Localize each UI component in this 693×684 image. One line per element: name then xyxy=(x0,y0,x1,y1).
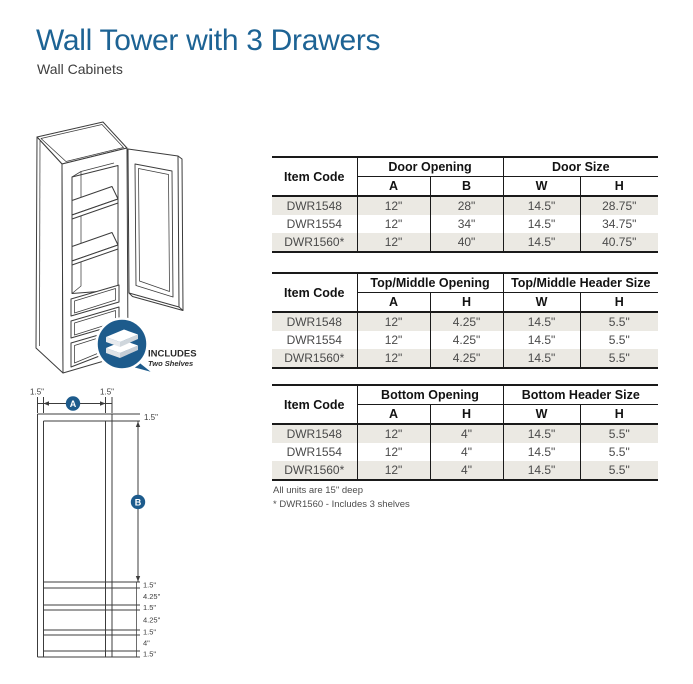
column-header-item-code: Item Code xyxy=(272,273,357,312)
spec-table-door xyxy=(272,156,658,253)
cell: 14.5" xyxy=(503,233,580,252)
cell: 4.25" xyxy=(430,312,503,331)
cell: 4.25" xyxy=(430,349,503,368)
table-row xyxy=(272,215,658,233)
table-row xyxy=(272,443,658,461)
cell: 12" xyxy=(384,351,403,365)
page-subtitle: Wall Cabinets xyxy=(37,61,123,77)
cabinet-open-door xyxy=(128,149,183,311)
cabinet-illustration xyxy=(25,120,245,382)
cell: 14.5" xyxy=(503,461,580,480)
cell: 12" xyxy=(384,427,403,441)
column-header: B xyxy=(430,177,503,197)
cell: 4" xyxy=(430,443,503,461)
cell: 5.5" xyxy=(580,424,658,443)
cell: 5.5" xyxy=(580,331,658,349)
dim-label: 4.25" xyxy=(143,592,161,601)
cell-item-code: DWR1560* xyxy=(272,233,357,252)
column-header: A xyxy=(357,405,430,425)
table-row xyxy=(272,233,658,252)
cell-item-code: DWR1548 xyxy=(272,312,357,331)
cell: 14.5" xyxy=(503,312,580,331)
cell: 12" xyxy=(384,445,403,459)
column-header-item-code: Item Code xyxy=(272,157,357,196)
group-header-opening: Bottom Opening xyxy=(357,385,503,405)
column-header: W xyxy=(503,293,580,313)
cell: 12" xyxy=(384,315,403,329)
cell: 5.5" xyxy=(580,461,658,480)
cell: 34" xyxy=(430,215,503,233)
column-header: H xyxy=(580,405,658,425)
cell: 12" xyxy=(384,217,403,231)
dim-label: 4.25" xyxy=(143,615,161,625)
cell-item-code: DWR1554 xyxy=(272,443,357,461)
column-header: W xyxy=(503,405,580,425)
cell-item-code: DWR1560* xyxy=(272,461,357,480)
cell-item-code: DWR1548 xyxy=(272,424,357,443)
column-header: H xyxy=(430,293,503,313)
footnote-shelves: * DWR1560 - Includes 3 shelves xyxy=(273,499,410,510)
cell: 4.25" xyxy=(430,331,503,349)
column-header: H xyxy=(430,405,503,425)
group-header-opening: Door Opening xyxy=(357,157,503,177)
group-header-size: Bottom Header Size xyxy=(503,385,658,405)
cell: 14.5" xyxy=(503,443,580,461)
table-row xyxy=(272,331,658,349)
cell: 34.75" xyxy=(580,215,658,233)
cell: 14.5" xyxy=(503,331,580,349)
footnote-units-deep: All units are 15" deep xyxy=(273,485,363,496)
group-header-opening: Top/Middle Opening xyxy=(357,273,503,293)
cell-item-code: DWR1554 xyxy=(272,215,357,233)
dim-label: 4" xyxy=(143,638,150,648)
cell: 40.75" xyxy=(580,233,658,252)
column-header: H xyxy=(580,293,658,313)
cell: 5.5" xyxy=(580,443,658,461)
cell-item-code: DWR1560* xyxy=(272,349,357,368)
cell: 14.5" xyxy=(503,349,580,368)
cell: 12" xyxy=(384,199,403,213)
cell: 14.5" xyxy=(503,196,580,215)
table-row xyxy=(272,196,658,215)
marker-b: B xyxy=(134,497,142,508)
cell: 4" xyxy=(430,461,503,480)
column-header: A xyxy=(357,293,430,313)
group-header-size: Door Size xyxy=(503,157,658,177)
page-title: Wall Tower with 3 Drawers xyxy=(36,24,381,57)
cell: 12" xyxy=(384,333,403,347)
column-header: A xyxy=(357,177,430,197)
spec-table-bottom xyxy=(272,384,658,481)
cell: 40" xyxy=(430,233,503,252)
cell: 4" xyxy=(430,424,503,443)
dim-label: 1.5" xyxy=(143,580,157,590)
dim-label: 1.5" xyxy=(143,627,157,637)
group-header-size: Top/Middle Header Size xyxy=(503,273,658,293)
dim-label-top-right: 1.5" xyxy=(100,387,114,397)
cell: 12" xyxy=(384,235,403,249)
dim-label: 1.5" xyxy=(143,603,157,612)
dimension-diagram xyxy=(25,385,175,670)
cell: 14.5" xyxy=(503,424,580,443)
table-row xyxy=(272,312,658,331)
column-header: H xyxy=(580,177,658,197)
dim-label: 1.5" xyxy=(143,649,157,659)
table-row xyxy=(272,349,658,368)
column-header-item-code: Item Code xyxy=(272,385,357,424)
cell: 5.5" xyxy=(580,349,658,368)
table-row xyxy=(272,461,658,480)
column-header: W xyxy=(503,177,580,197)
cell-item-code: DWR1554 xyxy=(272,331,357,349)
spec-table-top-middle xyxy=(272,272,658,369)
includes-sublabel: Two Shelves xyxy=(148,359,194,368)
cell: 28.75" xyxy=(580,196,658,215)
dim-label-top-rail: 1.5" xyxy=(144,413,158,422)
dimension-line-art xyxy=(38,397,141,657)
dim-label-top-left: 1.5" xyxy=(30,387,44,397)
cell: 12" xyxy=(384,463,403,477)
includes-label: INCLUDES xyxy=(148,348,197,360)
marker-a: A xyxy=(69,398,77,409)
cell: 5.5" xyxy=(580,312,658,331)
cell: 28" xyxy=(430,196,503,215)
table-row xyxy=(272,424,658,443)
cell: 14.5" xyxy=(503,215,580,233)
cell-item-code: DWR1548 xyxy=(272,196,357,215)
includes-badge xyxy=(97,319,156,375)
